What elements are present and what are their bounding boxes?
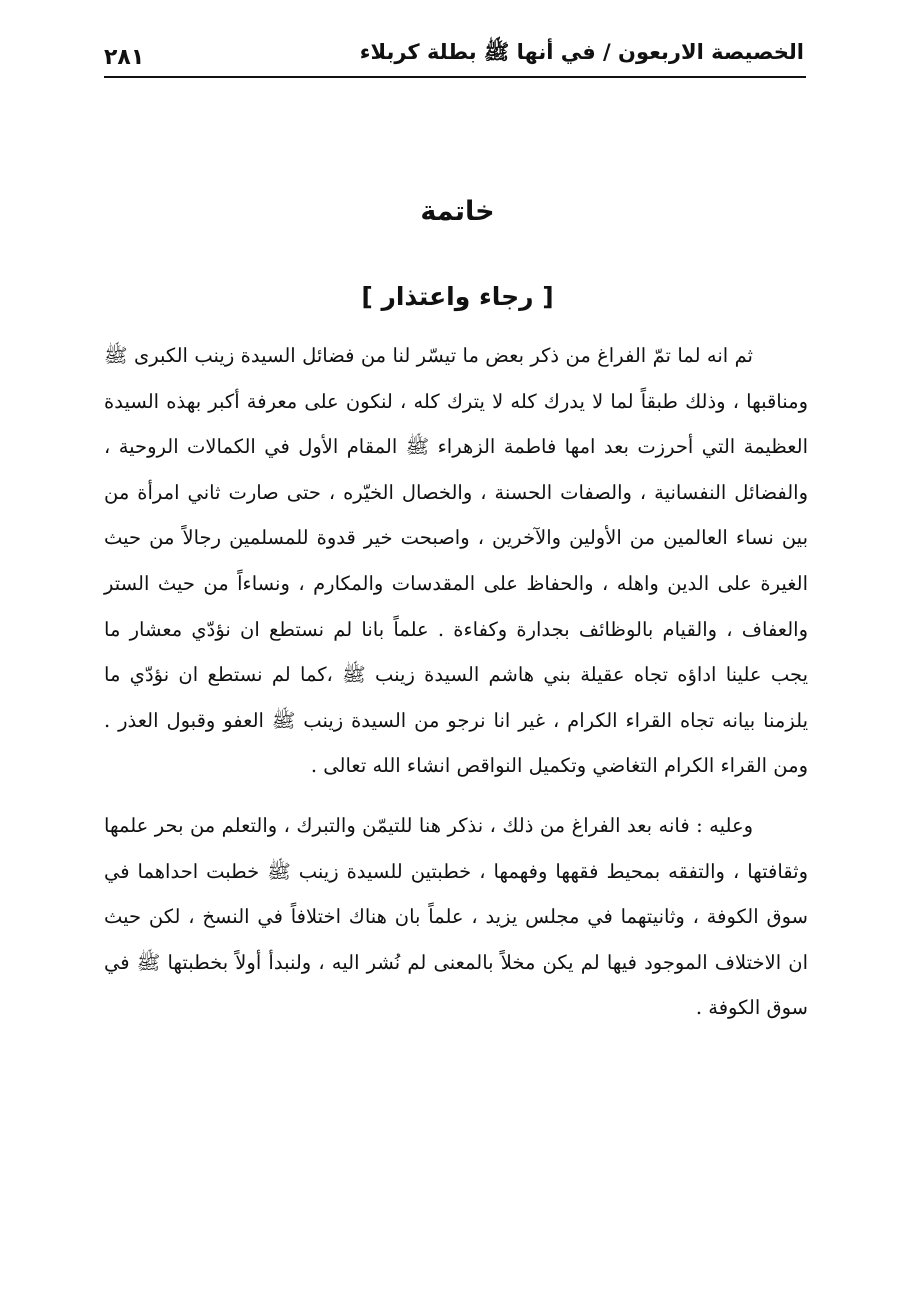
chapter-title: خاتمة	[420, 196, 495, 227]
paragraph-2: وعليه : فانه بعد الفراغ من ذلك ، نذكر هنا للتيمّن والتبرك ، والتعلم من بحر علمها وثقافتها ، والتفقه بمحيط فقهها وفهمها ، خطبتين للسيدة زينب ﷺ خطبت احداهما في سوق الكوفة ، وثانيتهما في مجلس يزيد ، علماً بان هناك اختلافاً في النسخ ، لكن حيث ان الاختلاف الموجود فيها لم يكن مخلاً بالمعنى لم نُشر اليه ، ولنبدأ أولاً بخطبتها ﷺ في سوق الكوفة .	[104, 813, 808, 1020]
body-text	[104, 333, 808, 1031]
page-number: ٢٨١	[104, 45, 145, 70]
running-header	[104, 30, 804, 70]
running-title: الخصيصة الاربعون / في أنها ﷺ بطلة كربلاء	[359, 40, 804, 64]
header-divider	[104, 76, 806, 78]
paragraph-1: ثم انه لما تمّ الفراغ من ذكر بعض ما تيسّر لنا من فضائل السيدة زينب الكبرى ﷺ ومناقبها ، وذلك طبقاً لما لا يدرك كله لا يترك كله ، لنكون على معرفة أكبر بهذه السيدة العظيمة التي أحرزت بعد امها فاطمة الزهراء ﷺ المقام الأول في الكمالات الروحية ، والفضائل النفسانية ، والصفات الحسنة ، والخصال الخيّره ، حتى صارت ثاني امرأة من بين نساء العالمين من الأولين والآخرين ، واصبحت خير قدوة للمسلمين رجالاً من حيث الغيرة على الدين واهله ، والحفاظ على المقدسات والمكارم ، ونساءاً من حيث الستر والعفاف ، والقيام بالوظائف بجدارة وكفاءة . علماً بانا لم نستطع ان نؤدّي معشار ما يجب علينا اداؤه تجاه عقيلة بني هاشم السيدة زينب ﷺ ،كما لم نستطع ان نؤدّي ما يلزمنا بيانه تجاه القراء الكرام ، غير انا نرجو من السيدة زينب ﷺ العفو وقبول العذر . ومن القراء الكرام التغاضي وتكميل النواقص انشاء الله تعالى .	[104, 344, 808, 778]
section-title: [ رجاء واعتذار ]	[361, 282, 554, 311]
